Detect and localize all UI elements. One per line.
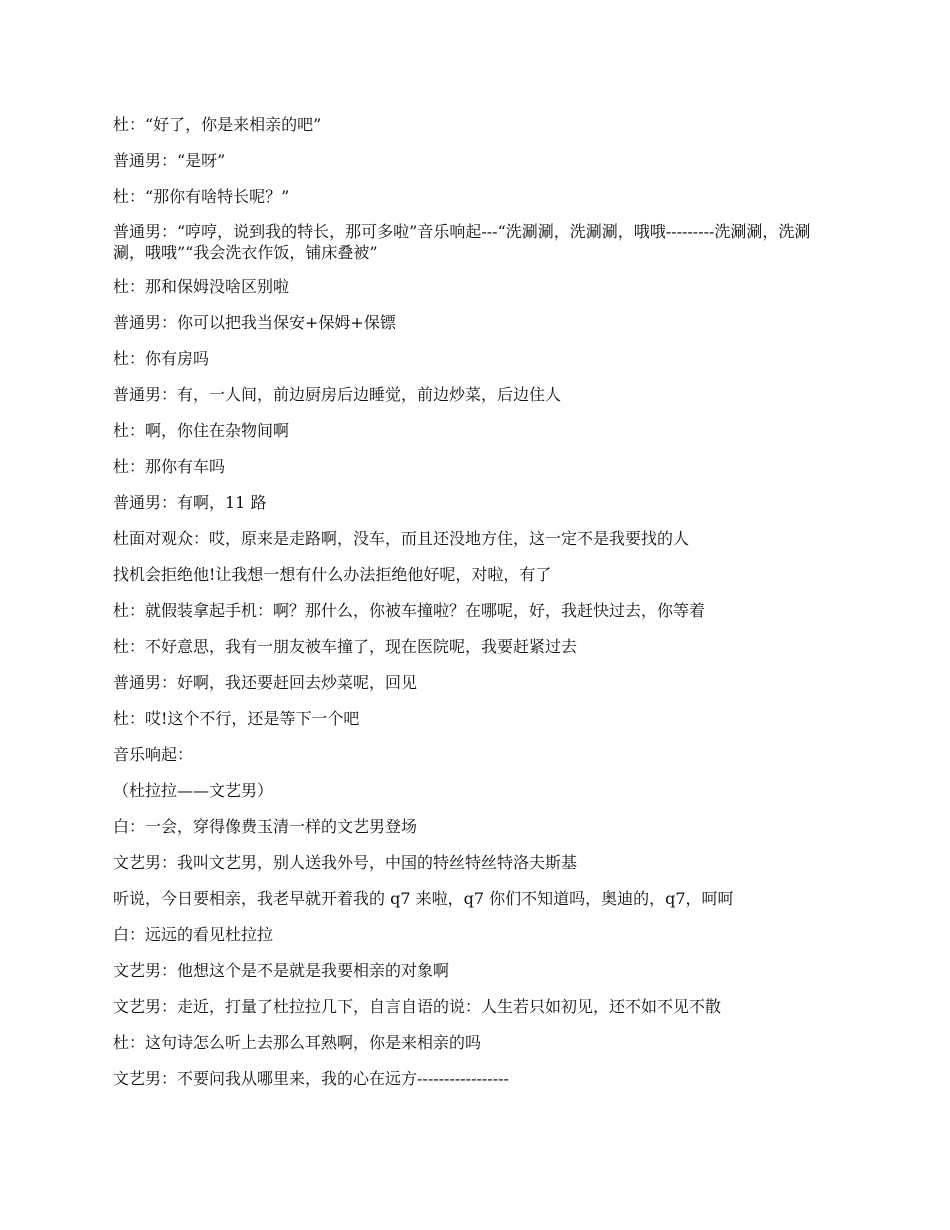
text-line: 找机会拒绝他!让我想一想有什么办法拒绝他好呢，对啦，有了 [113, 565, 552, 584]
text-line: 普通男：好啊，我还要赶回去炒菜呢，回见 [113, 673, 418, 692]
text-line: 杜：那你有车吗 [113, 457, 226, 476]
text-line: 普通男：有，一人间，前边厨房后边睡觉，前边炒菜，后边住人 [113, 385, 562, 404]
text-line: 普通男：你可以把我当保安+保姆+保镖 [113, 313, 396, 332]
text-line: 杜：哎!这个不行，还是等下一个吧 [113, 709, 360, 728]
text-line: 杜：“那你有啥特长呢？” [113, 187, 290, 206]
text-line: 文艺男：我叫文艺男，别人送我外号，中国的特丝特丝特洛夫斯基 [113, 853, 578, 872]
text-line: 杜：你有房吗 [113, 349, 210, 368]
text-line: 普通男：“是呀” [113, 151, 226, 170]
text-line: 普通男：“哼哼，说到我的特长，那可多啦”音乐响起---“洗涮涮，洗涮涮，哦哦---------洗涮涮，洗涮涮，哦哦”“我会洗衣作饭，铺床叠被” [113, 222, 811, 262]
document-body [113, 113, 833, 1103]
text-line: 文艺男：他想这个是不是就是我要相亲的对象啊 [113, 961, 450, 980]
text-line: 杜：不好意思，我有一朋友被车撞了，现在医院呢，我要赶紧过去 [113, 637, 578, 656]
text-line: （杜拉拉——文艺男） [113, 781, 274, 800]
text-line: 杜：这句诗怎么听上去那么耳熟啊，你是来相亲的吗 [113, 1033, 482, 1052]
text-line: 白：一会，穿得像费玉清一样的文艺男登场 [113, 817, 418, 836]
text-line: 文艺男：走近，打量了杜拉拉几下，自言自语的说：人生若只如初见，还不如不见不散 [113, 997, 722, 1016]
text-line: 听说，今日要相亲，我老早就开着我的 q7 来啦，q7 你们不知道吗，奥迪的，q7，呵呵 [113, 889, 734, 908]
text-line: 杜：“好了，你是来相亲的吧” [113, 115, 322, 134]
text-line: 白：远远的看见杜拉拉 [113, 925, 274, 944]
text-line: 杜面对观众：哎，原来是走路啊，没车，而且还没地方住，这一定不是我要找的人 [113, 529, 690, 548]
text-line: 杜：就假装拿起手机：啊？那什么，你被车撞啦？在哪呢，好，我赶快过去，你等着 [113, 601, 706, 620]
text-line: 杜：啊，你住在杂物间啊 [113, 421, 290, 440]
text-line: 杜：那和保姆没啥区别啦 [113, 277, 290, 296]
text-line: 普通男：有啊，11 路 [113, 493, 267, 512]
text-line: 音乐响起： [113, 745, 194, 764]
text-line: 文艺男：不要问我从哪里来，我的心在远方----------------- [113, 1069, 509, 1088]
